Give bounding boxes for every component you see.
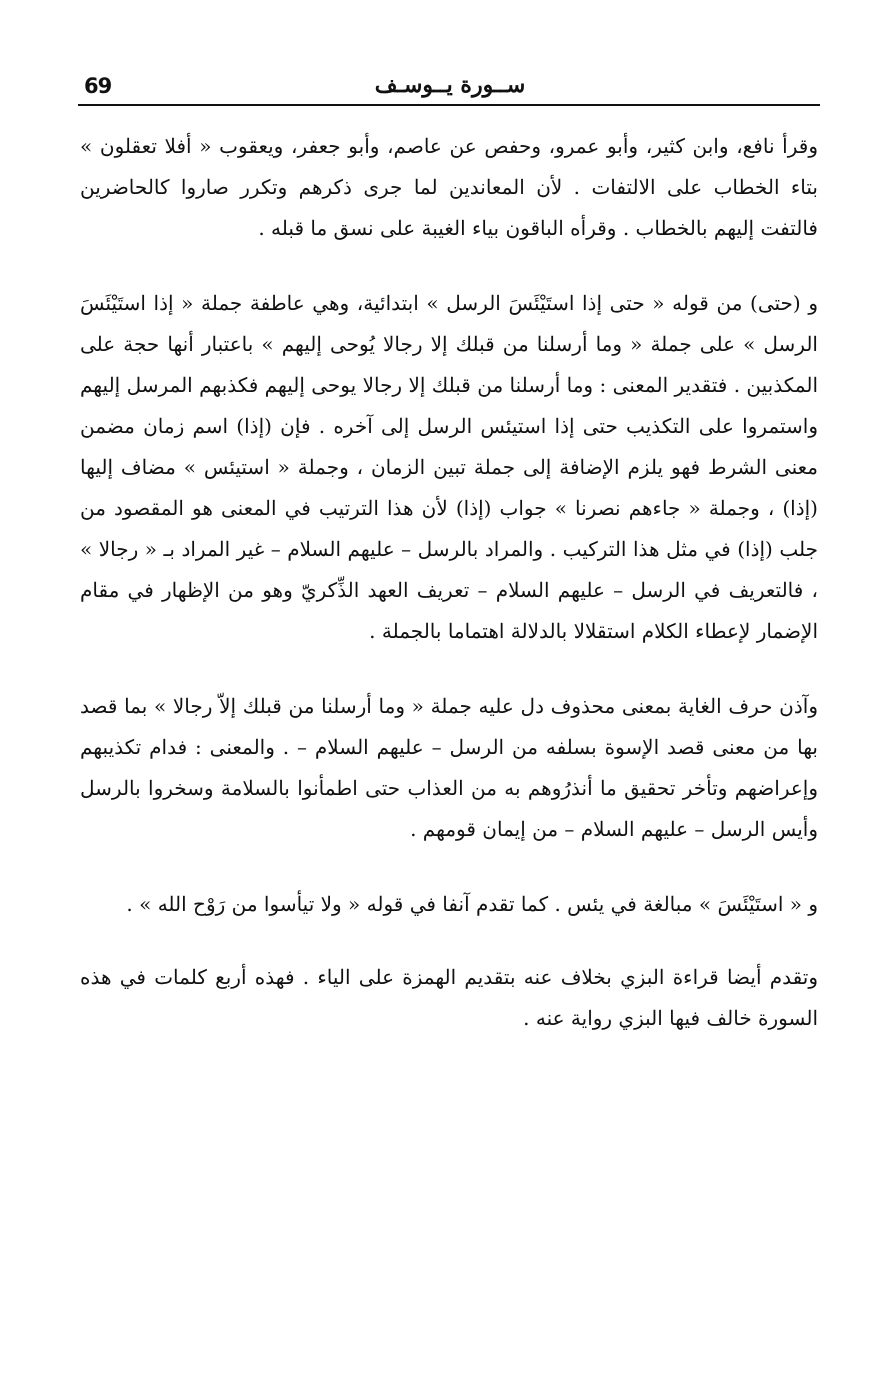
page-header [80,70,820,106]
paragraph: وآذن حرف الغاية بمعنى محذوف دل عليه جملة « وما أرسلنا من قبلك إلاّ رجالا » بما قصد بها من معنى قصد الإسوة بسلفه من الرسل – عليهم السلام – . والمعنى : فدام تكذيبهم وإعراضهم وتأخر تحقيق ما أنذرُوهم به من العذاب حتى اطمأنوا بالسلامة وسخروا بالرسل وأيس الرسل – عليهم السلام – من إيمان قومهم . [80,694,818,841]
paragraph: و « استَيْئَسَ » مبالغة في يئس . كما تقدم آنفا في قوله « ولا تيأسوا من رَوْح الله » . [126,892,818,916]
paragraph: وتقدم أيضا قراءة البزي بخلاف عنه بتقديم الهمزة على الياء . فهذه أربع كلمات في هذه السورة خالف فيها البزي رواية عنه . [80,965,818,1030]
paragraph: و (حتى) من قوله « حتى إذا استَيْئَسَ الرسل » ابتدائية، وهي عاطفة جملة « إذا استَيْئَسَ الرسل » على جملة « وما أرسلنا من قبلك إلا رجالا يُوحى إليهم » باعتبار أنها حجة على المكذبين . فتقدير المعنى : وما أرسلنا من قبلك إلا رجالا يوحى إليهم فكذبهم المرسل إليهم واستمروا على التكذيب حتى إذا استيئس الرسل إلى آخره . فإن (إذا) اسم زمان مضمن معنى الشرط فهو يلزم الإضافة إلى جملة تبين الزمان ، وجملة « استيئس » مضاف إليها (إذا) ، وجملة « جاءهم نصرنا » جواب (إذا) لأن هذا الترتيب في المعنى هو المقصود من جلب (إذا) في مثل هذا التركيب . والمراد بالرسل – عليهم السلام – غير المراد بـ « رجالا » ، فالتعريف في الرسل – عليهم السلام – تعريف العهد الذِّكريّ وهو من الإظهار في مقام الإضمار لإعطاء الكلام استقلالا بالدلالة اهتماما بالجملة . [80,291,819,643]
running-title: ســورة يــوسـف [374,72,526,98]
page-number: 69 [84,74,112,98]
page-body [80,126,818,1039]
paragraph: وقرأ نافع، وابن كثير، وأبو عمرو، وحفص عن عاصم، وأبو جعفر، ويعقوب « أفلا تعقلون » بتاء الخطاب على الالتفات . لأن المعاندين لما جرى ذكرهم وتكرر صاروا كالحاضرين فالتفت إليهم بالخطاب . وقرأه الباقون بياء الغيبة على نسق ما قبله . [80,134,818,240]
header-divider [78,104,820,106]
